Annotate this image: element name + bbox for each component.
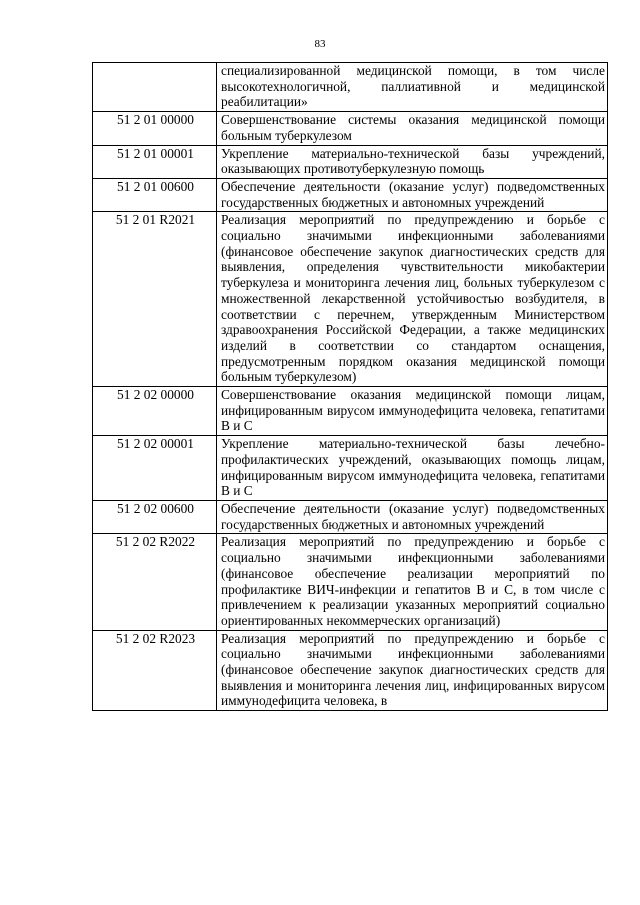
table-row (93, 436, 608, 501)
page-number: 83 (314, 38, 326, 50)
table-row (93, 112, 608, 145)
item-description: Совершенствование системы оказания медицинской помощи больным туберкулезом (217, 112, 608, 145)
budget-code: 51 2 02 R2022 (93, 534, 217, 630)
item-description: Совершенствование оказания медицинской помощи лицам, инфицированным вирусом иммунодефицита человека, гепатитами B и C (217, 387, 608, 436)
budget-code: 51 2 02 00001 (93, 436, 217, 501)
table-row (93, 500, 608, 533)
budget-code: 51 2 02 00000 (93, 387, 217, 436)
budget-code: 51 2 02 R2023 (93, 630, 217, 711)
item-description: Обеспечение деятельности (оказание услуг) подведомственных государственных бюджетных и автономных учреждений (217, 500, 608, 533)
item-description: Укрепление материально-технической базы лечебно-профилактических учреждений, оказывающих помощь лицам, инфицированным вирусом иммунодефицита человека, гепатитами B и C (217, 436, 608, 501)
budget-code: 51 2 01 00600 (93, 178, 217, 211)
item-description: Обеспечение деятельности (оказание услуг) подведомственных государственных бюджетных и автономных учреждений (217, 178, 608, 211)
item-description: Укрепление материально-технической базы учреждений, оказывающих противотуберкулезную помощь (217, 145, 608, 178)
item-description: Реализация мероприятий по предупреждению и борьбе с социально значимыми инфекционными заболеваниями (финансовое обеспечение закупок диагностических средств для выявления, определения чувствительности микобактерии туберкулеза и мониторинга лечения лиц, больных туберкулезом с множественной лекарственной устойчивостью возбудителя, в соответствии с перечнем, утвержденным Министерством здравоохранения Российской Федерации, а также медицинских изделий в соответствии со стандартом оснащения, предусмотренным порядком оказания медицинской помощи больным туберкулезом) (217, 212, 608, 387)
budget-code: 51 2 01 R2021 (93, 212, 217, 387)
table-row (93, 387, 608, 436)
item-description: Реализация мероприятий по предупреждению и борьбе с социально значимыми инфекционными заболеваниями (финансовое обеспечение реализации мероприятий по профилактике ВИЧ-инфекции и гепатитов B и C, в том числе с привлечением к реализации указанных мероприятий социально ориентированных некоммерческих организаций) (217, 534, 608, 630)
budget-code: 51 2 01 00000 (93, 112, 217, 145)
budget-classification-table (92, 62, 608, 711)
budget-code (93, 63, 217, 112)
table-row (93, 630, 608, 711)
table-row (93, 212, 608, 387)
budget-code: 51 2 02 00600 (93, 500, 217, 533)
item-description: специализированной медицинской помощи, в том числе высокотехнологичной, паллиативной и медицинской реабилитации» (217, 63, 608, 112)
table-row (93, 63, 608, 112)
item-description: Реализация мероприятий по предупреждению и борьбе с социально значимыми инфекционными заболеваниями (финансовое обеспечение закупок диагностических средств для выявления и мониторинга лечения лиц, инфицированных вирусом иммунодефицита человека, в (217, 630, 608, 711)
table-row (93, 145, 608, 178)
table-row (93, 178, 608, 211)
budget-code: 51 2 01 00001 (93, 145, 217, 178)
table-row (93, 534, 608, 630)
